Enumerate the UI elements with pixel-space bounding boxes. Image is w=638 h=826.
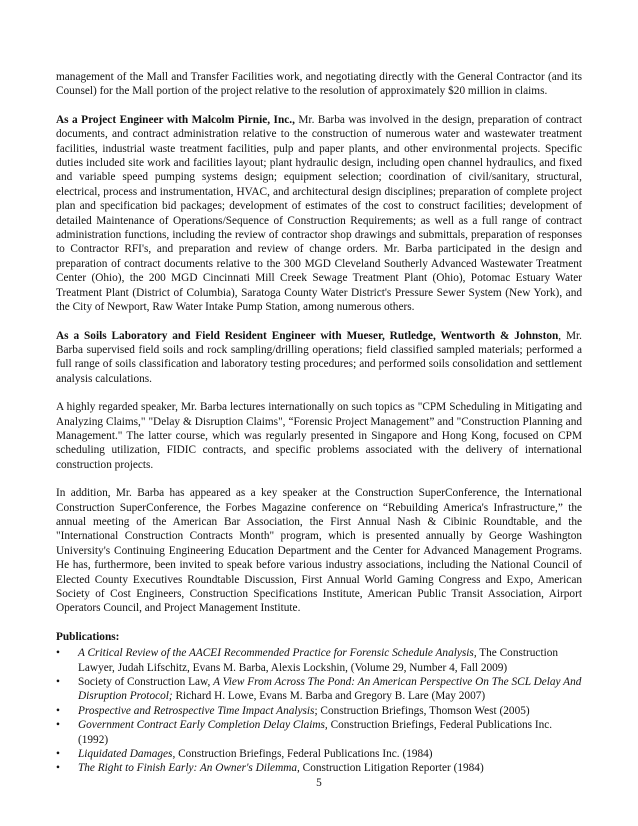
publication-title: A Critical Review of the AACEI Recommended Practice for Forensic Schedule Analysis, xyxy=(78,647,477,660)
paragraph-body: Mr. Barba was involved in the design, preparation of contract documents, and contract administration relative to the construction of numerous water and wastewater treatment facilities, industrial waste treatment facilities, pulp and paper plants, and other environmental projects. Specific duties included site work and facilities layout; plant hydraulic design, including open channel hydraulics, and fixed and variable speed pumping systems design; equipment selection; coordination of civil/sanitary, structural, electrical, process and instrumentation, HVAC, and architectural design disciplines; preparation of complete project plan and specification bid packages; development of estimates of the cost to construct facilities; development of detailed Maintenance of Operations/Sequence of Construction Requirements; as well as a full range of contract administration functions, including the review of contractor shop drawings and submittals, preparation of responses to Contractor RFI's, and preparation and review of change orders. Mr. Barba participated in the design and preparation of contract documents relative to the 300 MGD Cleveland Southerly Advanced Wastewater Treatment Center (Ohio), the 200 MGD Cincinnati Mill Creek Sewage Treatment Plant (Ohio), Potomac Estuary Water Treatment Plant (District of Columbia), Saratoga County Water District's Pressure Sewer System (New York), and the City of Newport, Raw Water Intake Pump Station, among numerous others. xyxy=(56,113,582,314)
paragraph-lead: As a Soils Laboratory and Field Resident Engineer with Mueser, Rutledge, Wentworth & Johnston xyxy=(56,329,559,342)
publication-details: ; Construction Briefings, Thomson West (2005) xyxy=(314,704,530,717)
publication-prefix: Society of Construction Law, xyxy=(78,676,214,689)
publication-item xyxy=(56,646,582,675)
paragraph-mall-claims: management of the Mall and Transfer Facilities work, and negotiating directly with the General Contractor (and its Counsel) for the Mall portion of the project relative to the resolution of approximately $20 million in claims. xyxy=(56,71,582,98)
publication-title: A View From Across The Pond: An American Perspective On The SCL Delay And Disruption Protocol; xyxy=(78,676,582,703)
bullet-icon: • xyxy=(56,647,60,660)
bullet-icon: • xyxy=(56,676,60,689)
paragraph-speaker: A highly regarded speaker, Mr. Barba lectures internationally on such topics as "CPM Scheduling in Mitigating and Analyzing Claims," "Delay & Disruption Claims", “Forensic Project Management” and "Construction Planning and Management." The latter course, which was regularly presented in Singapore and Hong Kong, focused on CPM scheduling utilization, FIDIC contracts, and specific problems associated with the delivery of international construction projects. xyxy=(56,401,582,471)
bullet-icon: • xyxy=(56,762,60,775)
bullet-icon: • xyxy=(56,748,60,761)
publication-details: Construction Litigation Reporter (1984) xyxy=(299,762,484,775)
paragraph-conferences: In addition, Mr. Barba has appeared as a key speaker at the Construction SuperConference, the International Construction SuperConference, the Forbes Magazine conference on “Rebuilding America's Infrastructure,” the annual meeting of the American Bar Association, the First Annual Nash & Cibinic Roundtable, and the "International Construction Contracts Month" program, which is presented annually by George Washington University's Continuing Engineering Education Department and the Center for Advanced Management Programs. He has, furthermore, been invited to speak before various industry associations, including the National Council of Elected County Executives Roundtable Discussion, First Annual World Gaming Congress and Expo, American Society of Cost Engineers, Construction Specifications Institute, American Public Transit Association, Airport Operators Council, and Project Management Institute. xyxy=(56,487,582,615)
publications-heading: Publications: xyxy=(56,630,120,643)
publication-item xyxy=(56,704,582,718)
publication-item xyxy=(56,747,582,761)
paragraph-body: , Mr. Barba supervised field soils and rock sampling/drilling operations; field classified sampled materials; performed a full range of soils classification and laboratory testing procedures; and performed soils consolidation and settlement analysis calculations. xyxy=(56,329,583,385)
publication-details: Richard H. Lowe, Evans M. Barba and Gregory B. Lare (May 2007) xyxy=(172,690,486,703)
paragraph-lead: As a Project Engineer with Malcolm Pirnie, Inc., xyxy=(56,113,295,126)
publication-details: Construction Briefings, Federal Publications Inc. (1992) xyxy=(78,719,553,746)
publication-title: The Right to Finish Early: An Owner's Dilemma, xyxy=(78,762,300,775)
publication-title: Liquidated Damages, xyxy=(78,748,176,761)
publication-details: The Construction Lawyer, Judah Lifschitz, Evans M. Barba, Alexis Lockshin, (Volume 29, Number 4, Fall 2009) xyxy=(78,647,559,674)
publication-item xyxy=(56,675,582,704)
publication-item xyxy=(56,718,582,747)
publication-title: Government Contract Early Completion Delay Claims, xyxy=(78,719,328,732)
paragraph-mueser-rutledge xyxy=(56,329,582,387)
publication-details: Construction Briefings, Federal Publications Inc. (1984) xyxy=(175,748,433,761)
page-number: 5 xyxy=(316,777,322,789)
publications-list xyxy=(56,646,582,776)
paragraph-malcolm-pirnie xyxy=(56,113,582,315)
bullet-icon: • xyxy=(56,704,60,717)
publication-title: Prospective and Retrospective Time Impact Analysis xyxy=(78,704,315,717)
bullet-icon: • xyxy=(56,719,60,732)
publication-item xyxy=(56,761,582,775)
